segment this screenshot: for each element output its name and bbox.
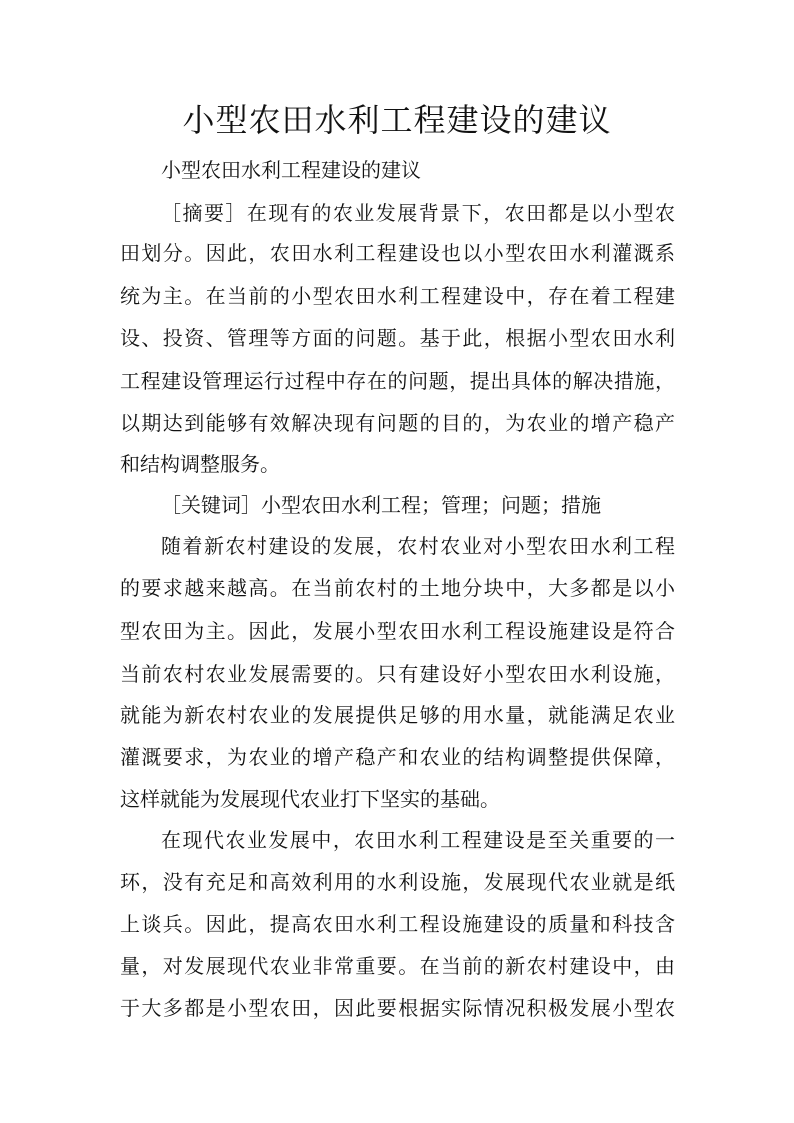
abstract-line: 田划分。因此，农田水利工程建设也以小型农田水利灌溉系 [120, 241, 675, 265]
paragraph-line: 当前农村农业发展需要的。只有建设好小型农田水利设施， [120, 662, 675, 686]
subtitle-line: 小型农田水利工程建设的建议 [161, 158, 421, 182]
paragraph-line: 随着新农村建设的发展，农村农业对小型农田水利工程 [161, 534, 675, 558]
paragraph-line: 这样就能为发展现代农业打下坚实的基础。 [120, 787, 500, 811]
paragraph-line: 的要求越来越高。在当前农村的土地分块中，大多都是以小 [120, 576, 675, 600]
paragraph-line: 就能为新农村农业的发展提供足够的用水量，就能满足农业 [120, 703, 675, 727]
abstract-line: 统为主。在当前的小型农田水利工程建设中，存在着工程建 [120, 284, 675, 308]
paragraph-line: 上谈兵。因此，提高农田水利工程设施建设的质量和科技含 [120, 912, 675, 936]
abstract-line: 工程建设管理运行过程中存在的问题，提出具体的解决措施， [120, 369, 675, 393]
paragraph-line: 量，对发展现代农业非常重要。在当前的新农村建设中，由 [120, 954, 675, 978]
paragraph-line: 在现代农业发展中，农田水利工程建设是至关重要的一 [161, 828, 675, 852]
keywords-line: ［关键词］小型农田水利工程；管理；问题；措施 [161, 493, 601, 517]
paragraph-line: 型农田为主。因此，发展小型农田水利工程设施建设是符合 [120, 619, 675, 643]
abstract-line: 和结构调整服务。 [120, 452, 280, 476]
abstract-line: ［摘要］在现有的农业发展背景下，农田都是以小型农 [161, 201, 675, 225]
abstract-line: 以期达到能够有效解决现有问题的目的，为农业的增产稳产 [120, 411, 675, 435]
paragraph-line: 于大多都是小型农田，因此要根据实际情况积极发展小型农 [120, 996, 675, 1020]
paragraph-line: 环，没有充足和高效利用的水利设施，发展现代农业就是纸 [120, 870, 675, 894]
abstract-line: 设、投资、管理等方面的问题。基于此，根据小型农田水利 [120, 326, 675, 350]
document-title: 小型农田水利工程建设的建议 [182, 101, 612, 139]
paragraph-line: 灌溉要求，为农业的增产稳产和农业的结构调整提供保障， [120, 745, 675, 769]
